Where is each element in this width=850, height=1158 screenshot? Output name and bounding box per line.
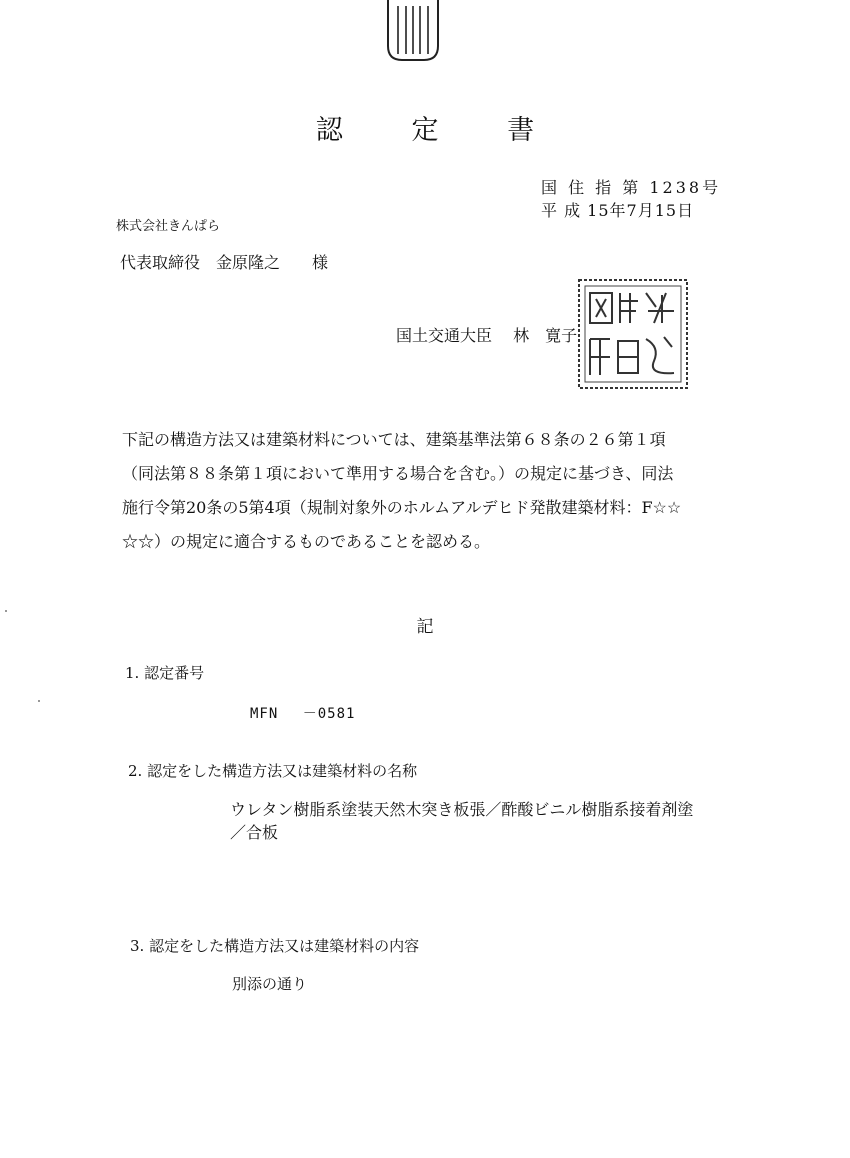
page-title: 認 定 書 (315, 115, 565, 146)
document-date: 平 成 15年7月15日 (541, 201, 695, 220)
scan-speck (5, 610, 7, 612)
recipient-representative: 代表取締役 金原隆之 様 (120, 253, 329, 272)
official-seal-icon (576, 277, 690, 391)
item2-value-line2: ／合板 (230, 823, 279, 842)
recipient-company: 株式会社きんぱら (116, 219, 221, 234)
item3-value: 別添の通り (232, 975, 308, 993)
item3-heading: 3. 認定をした構造方法又は建築材料の内容 (130, 937, 420, 955)
item2-heading: 2. 認定をした構造方法又は建築材料の名称 (128, 762, 418, 780)
issuer-name: 国土交通大臣 林 寛子 (396, 326, 578, 345)
government-emblem-icon (384, 0, 442, 62)
section-mark: 記 (416, 617, 434, 637)
item1-heading: 1. 認定番号 (125, 664, 205, 682)
body-line-2: （同法第８８条第１項において準用する場合を含む。）の規定に基づき、同法 (122, 464, 674, 483)
scan-speck (38, 700, 40, 702)
document-number: 国 住 指 第 1238号 (541, 178, 722, 197)
body-line-4: ☆☆）の規定に適合するものであることを認める。 (122, 532, 491, 551)
item2-value-line1: ウレタン樹脂系塗装天然木突き板張／酢酸ビニル樹脂系接着剤塗 (230, 800, 694, 819)
body-line-3: 施行令第20条の5第4項（規制対象外のホルムアルデヒド発散建築材料：F☆☆ (122, 498, 682, 517)
certification-body (122, 423, 722, 559)
body-line-1: 下記の構造方法又は建築材料については、建築基準法第６８条の２６第１項 (122, 430, 666, 449)
item1-value: MFN －0581 (250, 706, 356, 722)
